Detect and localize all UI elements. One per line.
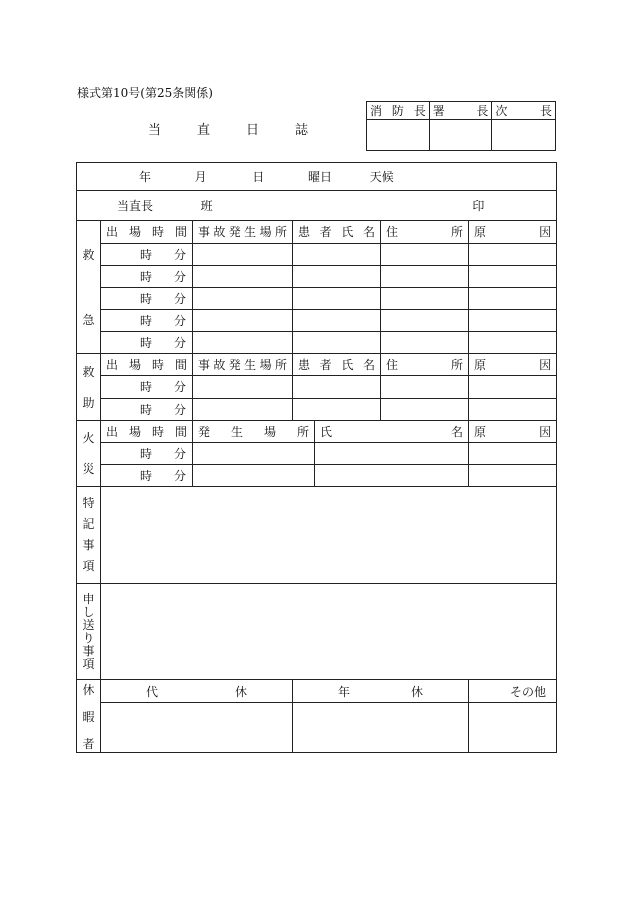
input-cell[interactable] [293, 376, 381, 398]
dispatch-time-header: 出 場 時 間 [101, 420, 193, 442]
dispatch-time-header: 出 場 時 間 [101, 221, 193, 243]
input-cell[interactable] [381, 265, 469, 287]
cause-header: 原 因 [469, 221, 557, 243]
table-row [77, 398, 557, 420]
date-row[interactable]: 年 月 日 曜日 天候 [77, 163, 557, 191]
input-cell[interactable] [293, 309, 381, 331]
page-title [148, 119, 308, 138]
table-row [77, 442, 557, 464]
leave-other-field[interactable] [469, 703, 557, 753]
input-cell[interactable] [469, 265, 557, 287]
approval-header-deputy-chief: 次 長 [492, 102, 556, 120]
time-cell[interactable]: 時 分 [101, 376, 193, 398]
table-row [77, 287, 557, 309]
title-char: 日 [245, 123, 259, 138]
input-cell[interactable] [469, 376, 557, 398]
input-cell[interactable] [193, 376, 293, 398]
table-row [77, 309, 557, 331]
time-cell[interactable]: 時 分 [101, 442, 193, 464]
input-cell[interactable] [293, 243, 381, 265]
input-cell[interactable] [193, 309, 293, 331]
cause-header: 原 因 [469, 354, 557, 376]
accident-site-header: 事 故 発 生 場 所 [193, 354, 293, 376]
patient-name-header: 患 者 氏 名 [293, 354, 381, 376]
address-header: 住 所 [381, 221, 469, 243]
title-char: 直 [196, 123, 210, 138]
chief-row[interactable]: 当直長 班 印 [77, 191, 557, 221]
input-cell[interactable] [293, 287, 381, 309]
input-cell[interactable] [193, 398, 293, 420]
time-cell[interactable]: 時 分 [101, 265, 193, 287]
time-cell[interactable]: 時 分 [101, 398, 193, 420]
fire-name-header: 氏 名 [315, 420, 469, 442]
leave-header-compensatory: 代 休 [101, 680, 293, 703]
input-cell[interactable] [381, 376, 469, 398]
time-cell[interactable]: 時 分 [101, 287, 193, 309]
table-row [77, 265, 557, 287]
input-cell[interactable] [293, 398, 381, 420]
fire-cause-header: 原 因 [469, 420, 557, 442]
table-row [77, 243, 557, 265]
input-cell[interactable] [469, 332, 557, 354]
approval-stamp-box[interactable] [367, 120, 430, 151]
approval-stamp-box[interactable] [429, 120, 492, 151]
input-cell[interactable] [381, 287, 469, 309]
input-cell[interactable] [381, 398, 469, 420]
handover-field[interactable] [101, 583, 557, 680]
section-handover: 申 し 送 り 事 項 [77, 583, 101, 680]
input-cell[interactable] [469, 287, 557, 309]
input-cell[interactable] [469, 464, 557, 486]
title-char: 誌 [294, 123, 308, 138]
approval-header-station-chief: 署 長 [429, 102, 492, 120]
table-row [77, 464, 557, 486]
patient-name-header: 患 者 氏 名 [293, 221, 381, 243]
address-header: 住 所 [381, 354, 469, 376]
duty-log-form [76, 162, 557, 753]
input-cell[interactable] [193, 442, 315, 464]
fire-site-header: 発 生 場 所 [193, 420, 315, 442]
approval-stamp-table [366, 101, 556, 151]
leave-header-annual: 年 休 [293, 680, 469, 703]
time-cell[interactable]: 時 分 [101, 243, 193, 265]
table-row [77, 376, 557, 398]
time-cell[interactable]: 時 分 [101, 332, 193, 354]
input-cell[interactable] [193, 265, 293, 287]
input-cell[interactable] [293, 332, 381, 354]
title-char: 当 [148, 123, 162, 138]
table-row [77, 332, 557, 354]
dispatch-time-header: 出 場 時 間 [101, 354, 193, 376]
input-cell[interactable] [293, 265, 381, 287]
input-cell[interactable] [315, 442, 469, 464]
input-cell[interactable] [193, 464, 315, 486]
time-cell[interactable]: 時 分 [101, 309, 193, 331]
input-cell[interactable] [469, 243, 557, 265]
approval-header-fire-chief: 消 防 長 [367, 102, 430, 120]
input-cell[interactable] [381, 243, 469, 265]
input-cell[interactable] [381, 332, 469, 354]
input-cell[interactable] [469, 398, 557, 420]
input-cell[interactable] [381, 309, 469, 331]
remarks-field[interactable] [101, 487, 557, 584]
input-cell[interactable] [469, 309, 557, 331]
time-cell[interactable]: 時 分 [101, 464, 193, 486]
approval-stamp-box[interactable] [492, 120, 556, 151]
section-rescue: 救 助 [77, 354, 101, 420]
input-cell[interactable] [315, 464, 469, 486]
leave-header-other: そ の 他 [469, 680, 557, 703]
input-cell[interactable] [193, 243, 293, 265]
section-fire: 火 災 [77, 420, 101, 486]
input-cell[interactable] [193, 287, 293, 309]
input-cell[interactable] [469, 442, 557, 464]
accident-site-header: 事 故 発 生 場 所 [193, 221, 293, 243]
leave-compensatory-field[interactable] [101, 703, 293, 753]
section-leave: 休 暇 者 [77, 680, 101, 753]
form-number: 様式第10号(第25条関係) [77, 86, 213, 100]
section-ambulance: 救 急 [77, 221, 101, 354]
leave-annual-field[interactable] [293, 703, 469, 753]
section-remarks: 特 記 事 項 [77, 487, 101, 584]
input-cell[interactable] [193, 332, 293, 354]
